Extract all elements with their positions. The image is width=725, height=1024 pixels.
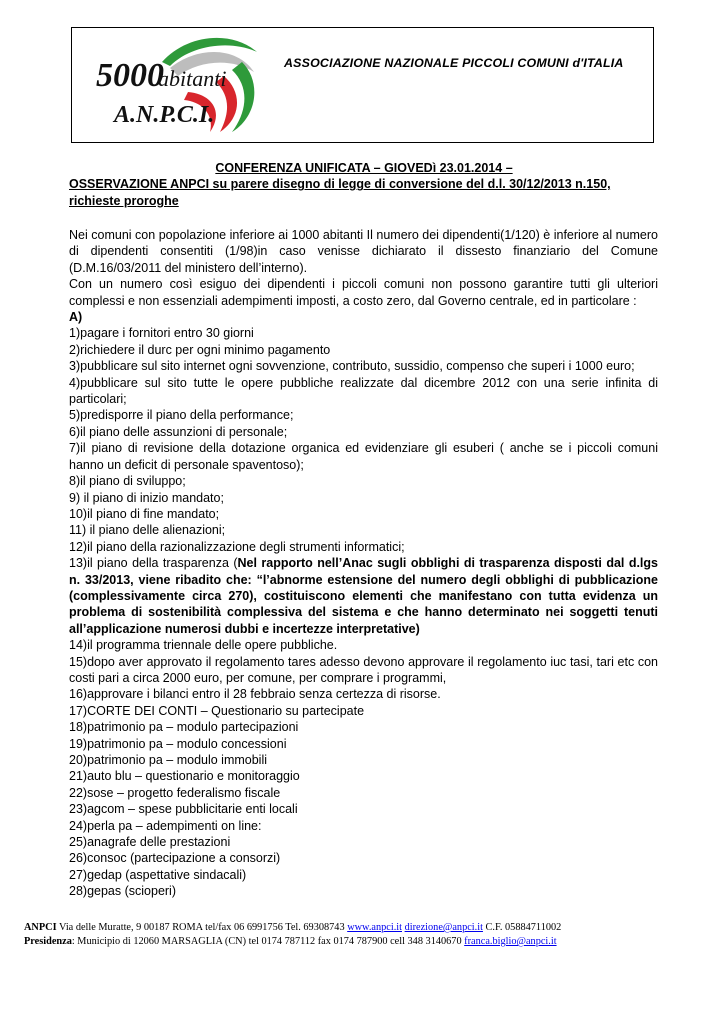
document-body	[69, 227, 658, 900]
list-item: 17)CORTE DEI CONTI – Questionario su partecipate	[69, 703, 365, 718]
website-link[interactable]: www.anpci.it	[347, 922, 402, 933]
document-title	[69, 160, 659, 209]
footer-line-1	[24, 921, 704, 935]
list-item: 25)anagrafe delle prestazioni	[69, 835, 231, 850]
footer-label-presidenza: Presidenza	[24, 936, 72, 947]
item-13-bold-text: Nel rapporto nell’Anac sugli obblighi di trasparenza disposti dal d.lgs n. 33/2013, viene ribadito che: “l’abnorme estensione del numero degli obblighi di pubblicazione (complessivamente circa 270), costituiscono elementi che manifestano con tutta evidenza un problema di sostenibilità complessiva del sistema e che hanno determinato nei soggetti tenuti all’applicazione numerosi dubbi e incertezze interpretative)	[69, 556, 658, 636]
intro-paragraph-1: Nei comuni con popolazione inferiore ai 1000 abitanti Il numero dei dipendenti(1/120) è inferiore al numero di dipendenti consentiti (1/98)in caso venisse dichiarato il dissesto finanziario del Comune (D.M.16/03/2011 del ministero dell’interno).	[69, 228, 658, 275]
title-line-1: CONFERENZA UNIFICATA – GIOVEDì 23.01.2014 –	[215, 161, 513, 175]
list-item-13	[69, 555, 658, 637]
intro-paragraph-2: Con un numero così esiguo dei dipendenti i piccoli comuni non possono garantire tutti gli ulteriori complessi e non essenziali adempimenti imposti, a costo zero, dal Governo centrale, ed in particolare :	[69, 277, 658, 308]
list-item: 8)il piano di sviluppo;	[69, 474, 186, 489]
list-item: 7)il piano di revisione della dotazione organica ed evidenziare gli esuberi ( anche se i piccoli comuni hanno un deficit di personale spaventoso);	[69, 441, 658, 472]
email-link-president[interactable]: franca.biglio@anpci.it	[464, 936, 557, 947]
list-item: 23)agcom – spese pubblicitarie enti locali	[69, 802, 298, 817]
email-link-direzione[interactable]: direzione@anpci.it	[404, 922, 483, 933]
list-item: 19)patrimonio pa – modulo concessioni	[69, 736, 287, 751]
list-item: 24)perla pa – adempimenti on line:	[69, 818, 262, 833]
footer-line-2	[24, 935, 704, 949]
list-item: 6)il piano delle assunzioni di personale;	[69, 424, 288, 439]
footer-presidency-contact: : Municipio di 12060 MARSAGLIA (CN) tel 0174 787112 fax 0174 787900 cell 348 3140670	[71, 936, 465, 947]
footer-tax-code: C.F. 05884711002	[482, 922, 562, 933]
svg-text:5000: 5000	[96, 57, 164, 94]
list-item: 10)il piano di fine mandato;	[69, 506, 220, 521]
items-list	[69, 325, 658, 555]
list-item: 20)patrimonio pa – modulo immobili	[69, 753, 268, 767]
letterhead-box	[71, 27, 654, 143]
item-13-prefix: 13)il piano della trasparenza (	[69, 556, 238, 571]
page-footer	[24, 921, 704, 949]
list-item: 15)dopo aver approvato il regolamento tares adesso devono approvare il regolamento iuc tasi, tari etc con costi pari a circa 2000 euro, per comune, per comprare i programmi,	[69, 654, 658, 685]
list-item: 9) il piano di inizio mandato;	[69, 490, 224, 505]
anpci-logo	[92, 32, 262, 138]
list-item: 18)patrimonio pa – modulo partecipazioni	[69, 720, 299, 735]
list-item: 22)sose – progetto federalismo fiscale	[69, 785, 281, 800]
items-list-2	[69, 637, 658, 900]
anpci-logo-graphic	[92, 32, 262, 138]
svg-text:A.N.P.C.I.: A.N.P.C.I.	[114, 102, 215, 128]
svg-text:abitanti: abitanti	[158, 66, 227, 91]
list-item: 11) il piano delle alienazioni;	[69, 523, 226, 538]
list-item: 4)pubblicare sul sito tutte le opere pubbliche realizzate dal dicembre 2012 con una serie infinita di particolari;	[69, 375, 658, 407]
footer-address: Via delle Muratte, 9 00187 ROMA tel/fax 06 6991756 Tel. 69308743	[56, 922, 348, 933]
list-item: 16)approvare i bilanci entro il 28 febbraio senza certezza di risorse.	[69, 687, 441, 702]
list-item: 2)richiedere il durc per ogni minimo pagamento	[69, 342, 331, 357]
list-item: 26)consoc (partecipazione a consorzi)	[69, 851, 281, 866]
list-item: 28)gepas (scioperi)	[69, 884, 176, 899]
list-item: 14)il programma triennale delle opere pubbliche.	[69, 638, 338, 653]
list-item: 21)auto blu – questionario e monitoraggio	[69, 769, 300, 784]
title-line-2: OSSERVAZIONE ANPCI su parere disegno di legge di conversione del d.l. 30/12/2013 n.150, richieste proroghe	[69, 177, 611, 208]
list-item: 5)predisporre il piano della performance;	[69, 408, 294, 423]
footer-label-anpci: ANPCI	[24, 922, 57, 933]
list-item: 12)il piano della razionalizzazione degli strumenti informatici;	[69, 539, 405, 554]
list-item: 27)gedap (aspettative sindacali)	[69, 867, 247, 882]
org-name: ASSOCIAZIONE NAZIONALE PICCOLI COMUNI d'ITALIA	[284, 56, 624, 70]
section-heading: A)	[69, 310, 83, 325]
list-item: 1)pagare i fornitori entro 30 giorni	[69, 326, 254, 341]
list-item: 3)pubblicare sul sito internet ogni sovvenzione, contributo, sussidio, compenso che superi i 1000 euro;	[69, 359, 635, 374]
